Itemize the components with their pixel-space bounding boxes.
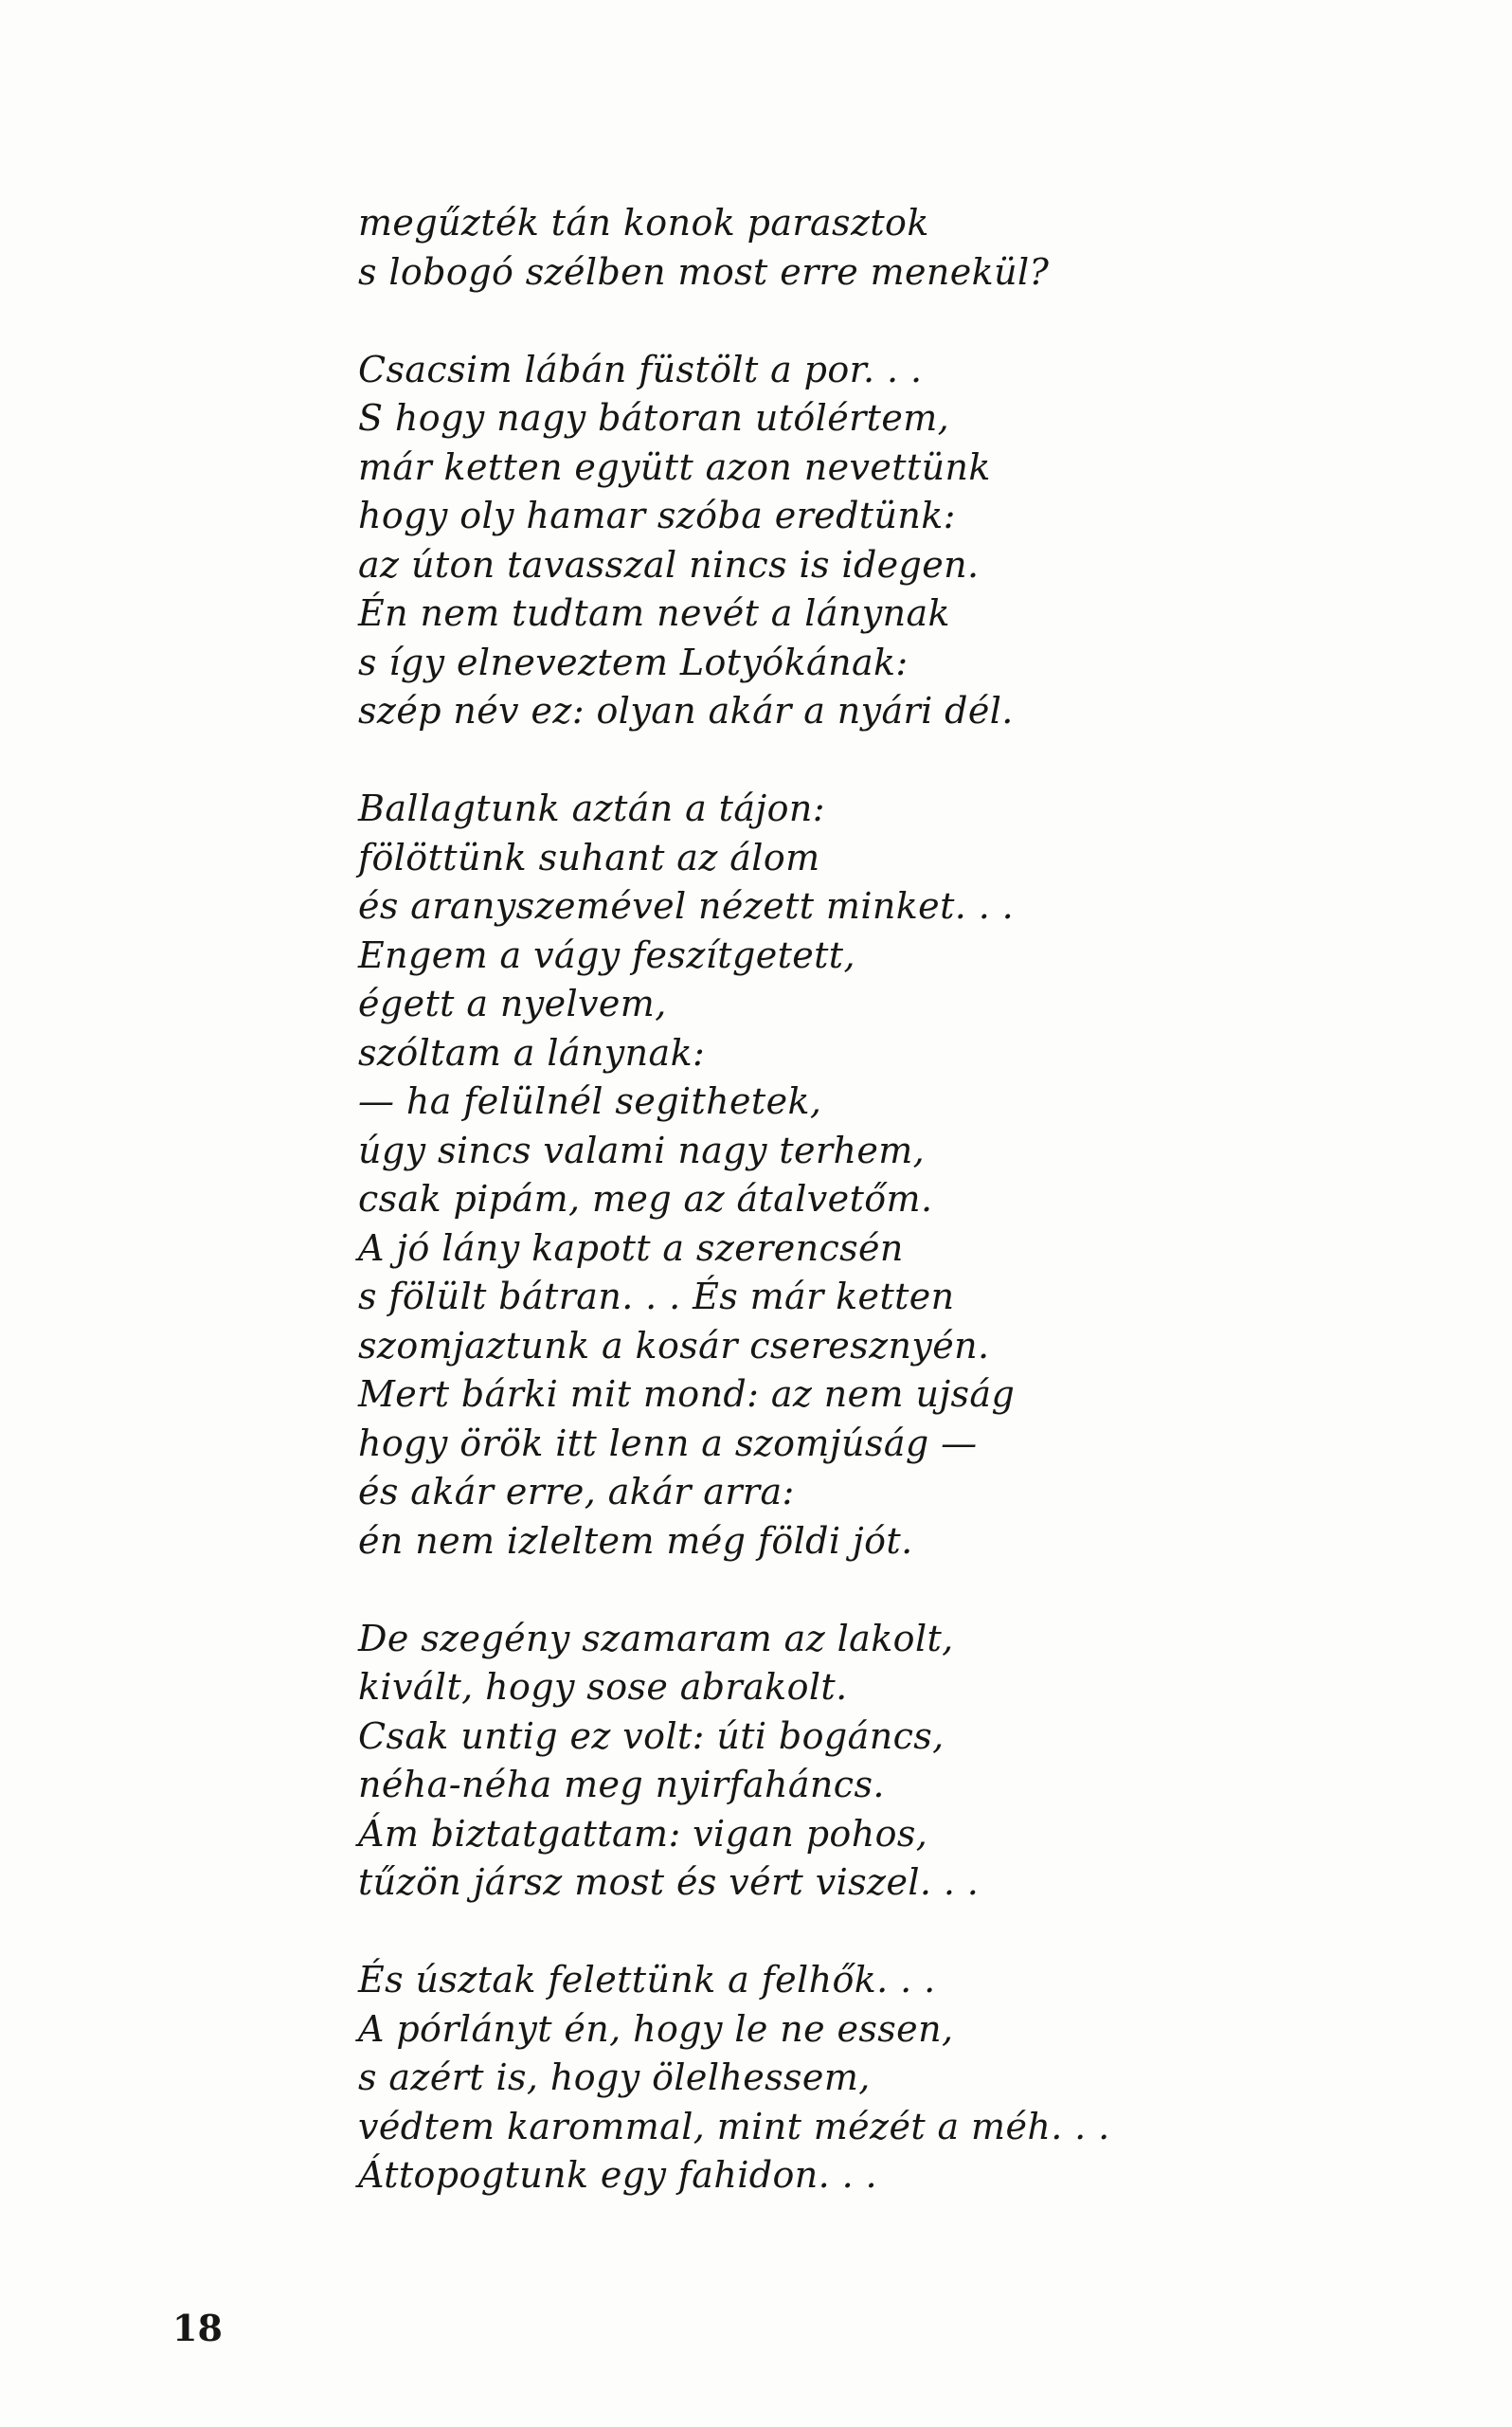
poem-line: fölöttünk suhant az álom [358,836,820,878]
stanza [358,346,1448,736]
poem-line: szép név ez: olyan akár a nyári dél. [358,690,1014,732]
poem-line: Ballagtunk aztán a tájon: [358,788,825,829]
page-number: 18 [172,2307,223,2349]
poem-text [358,199,1448,2249]
stanza [358,785,1448,1566]
poem-line: hogy örök itt lenn a szomjúság — [358,1422,978,1464]
stanza [358,199,1448,297]
poem-line: És úsztak felettünk a felhők. . . [358,1959,936,2001]
poem-line: és aranyszemével nézett minket. . . [358,885,1015,927]
poem-line: s fölült bátran. . . És már ketten [358,1276,955,1317]
poem-line: Engem a vágy feszítgetett, [358,933,855,976]
poem-line: védtem karommal, mint mézét a méh. . . [358,2105,1110,2147]
poem-line: csak pipám, meg az átalvetőm. [358,1178,933,1220]
poem-line: tűzön jársz most és vért viszel. . . [358,1861,980,1903]
poem-line: Áttopogtunk egy fahidon. . . [358,2154,878,2196]
poem-line: s azért is, hogy ölelhessem, [358,2056,871,2098]
poem-line: én nem izleltem még földi jót. [358,1519,913,1562]
poem-line: Én nem tudtam nevét a lánynak [358,592,950,634]
poem-line: égett a nyelvem, [358,983,667,1024]
poem-line: az úton tavasszal nincs is idegen. [358,543,980,586]
poem-line: De szegény szamaram az lakolt, [358,1617,954,1659]
poem-line: S hogy nagy bátoran utólértem, [358,397,950,439]
poem-line: s így elneveztem Lotyókának: [358,641,909,683]
stanza [358,1615,1448,1908]
poem-line: A jó lány kapott a szerencsén [358,1226,904,1269]
poem-line: és akár erre, akár arra: [358,1471,795,1512]
poem-line: úgy sincs valami nagy terhem, [358,1129,926,1171]
poem-line: Csacsim lábán füstölt a por. . . [358,348,923,390]
poem-line: Csak untig ez volt: úti bogáncs, [358,1714,945,1757]
poem-line: Mert bárki mit mond: az nem ujság [358,1373,1016,1415]
poem-line: megűzték tán konok parasztok [358,202,929,244]
poem-line: szóltam a lánynak: [358,1031,706,1074]
poem-line: szomjaztunk a kosár cseresznyén. [358,1324,990,1367]
stanza [358,1956,1448,2201]
poem-line: hogy oly hamar szóba eredtünk: [358,495,956,536]
poem-line: már ketten együtt azon nevettünk [358,445,991,488]
poem-line: kivált, hogy sose abrakolt. [358,1666,848,1708]
poem-line: — ha felülnél segithetek, [358,1080,822,1122]
poem-line: A pórlányt én, hogy le ne essen, [358,2007,954,2050]
poem-line: néha-néha meg nyirfaháncs. [358,1764,885,1805]
poem-line: Ám biztatgattam: vigan pohos, [358,1812,928,1855]
poem-line: s lobogó szélben most erre menekül? [358,250,1050,293]
